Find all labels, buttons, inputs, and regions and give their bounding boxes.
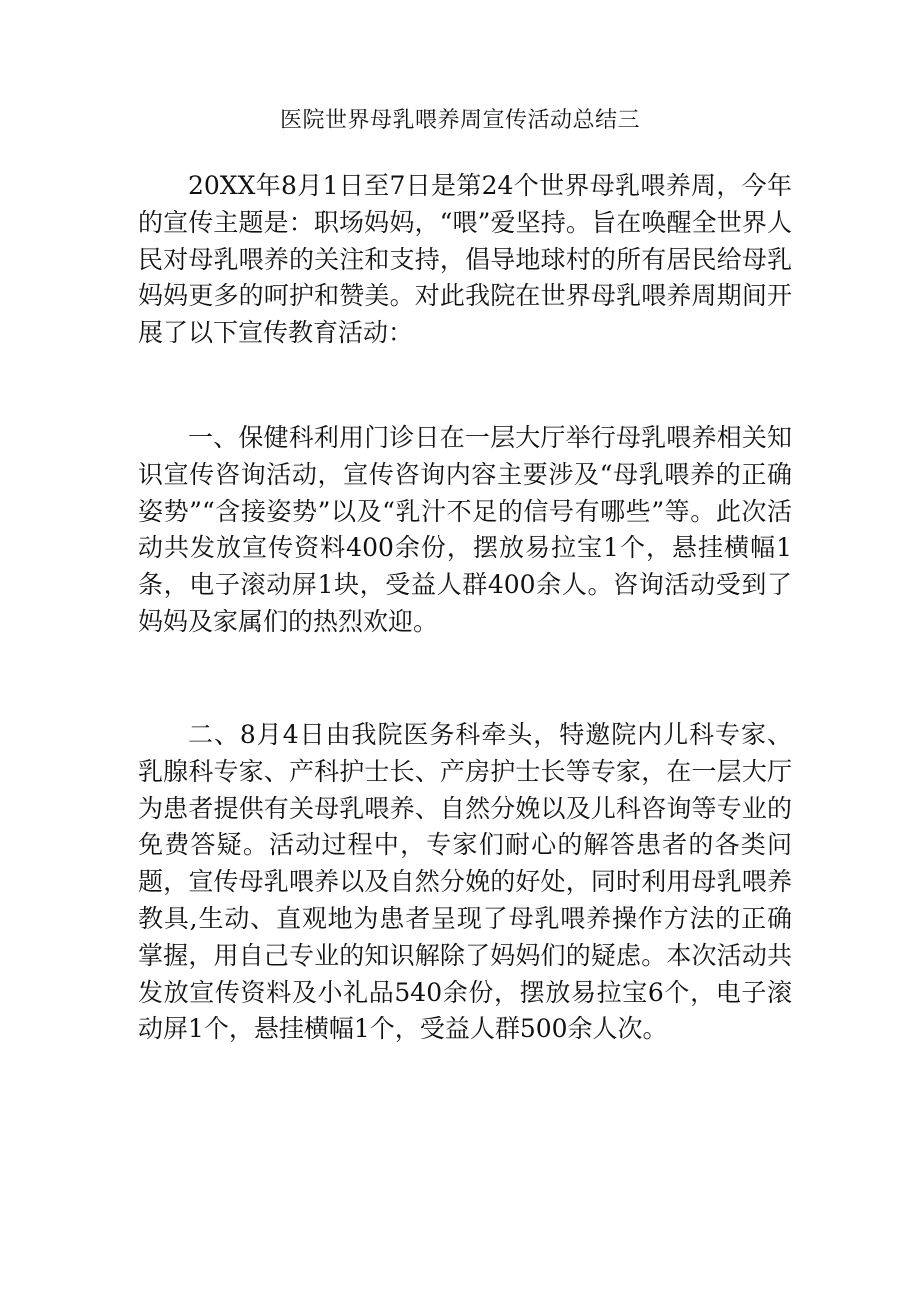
document-title: 医院世界母乳喂养周宣传活动总结三: [279, 108, 640, 133]
paragraph-activity-two: 二、8月4日由我院医务科牵头，特邀院内儿科专家、乳腺科专家、产科护士长、产房护士长等专家，在一层大厅为患者提供有关母乳喂养、自然分娩以及儿科咨询等专业的免费答疑。活动过程中，专家们耐心的解答患者的各类问题，宣传母乳喂养以及自然分娩的好处，同时利用母乳喂养教具,生动、直观地为患者呈现了母乳喂养操作方法的正确掌握，用自己专业的知识解除了妈妈们的疑虑。本次活动共发放宣传资料及小礼品540余份，摆放易拉宝6个，电子滚动屏1个，悬挂横幅1个，受益人群500余人次。: [138, 720, 792, 1044]
paragraph-intro: 20XX年8月1日至7日是第24个世界母乳喂养周，今年的宣传主题是：职场妈妈，“喂”爱坚持。旨在唤醒全世界人民对母乳喂养的关注和支持，倡导地球村的所有居民给母乳妈妈更多的呵护和赞美。对此我院在世界母乳喂养周期间开展了以下宣传教育活动：: [138, 171, 792, 348]
paragraph-activity-one: 一、保健科利用门诊日在一层大厅举行母乳喂养相关知识宣传咨询活动，宣传咨询内容主要涉及“母乳喂养的正确姿势”“含接姿势”以及“乳汁不足的信号有哪些”等。此次活动共发放宣传资料400余份，摆放易拉宝1个，悬挂横幅1条，电子滚动屏1块，受益人群400余人。咨询活动受到了妈妈及家属们的热烈欢迎。: [138, 423, 792, 636]
